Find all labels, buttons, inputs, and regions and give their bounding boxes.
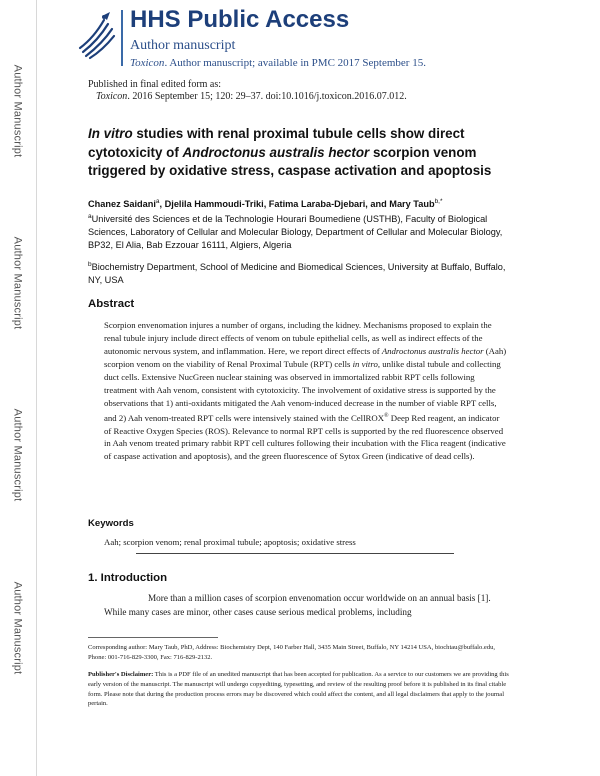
affiliation-a: $^a$Université des Sciences et de la Technologie Hourari Boumediene (USTHB), Faculty of Biological Sciences, Laboratory of Cellular and Molecular Biology, Department of Cellular and Molecular Biology, BP32, El Alia, Bab Ezzouar 16111, Algiers, Algeria bbox=[88, 213, 503, 251]
author-list: Chanez Saidani$^a$, Djelila Hammoudi-Triki, Fatima Laraba-Djebari, and Mary Taub$^{b,*}$ bbox=[88, 198, 443, 210]
published-final-form: Published in final edited form as: bbox=[88, 79, 222, 90]
abstract-heading: Abstract bbox=[88, 298, 135, 310]
footnote-divider bbox=[88, 637, 218, 638]
corresponding-author-footnote: Corresponding author: Mary Taub, PhD, Address: Biochemistry Dept, 140 Farber Hall, 3435 Main Street, Buffalo, NY 14214 USA, biochtau@buffalo.edu, Phone: 001-716-829-3300, Fax: 716-829-2132. bbox=[88, 644, 495, 661]
article-title: In vitro studies with renal proximal tubule cells show direct cytotoxicity of Androctonus australis hector scorpion venom triggered by oxidative stress, caspase activation and apoptosis bbox=[88, 126, 492, 178]
hhs-eagle-logo-icon bbox=[74, 8, 118, 60]
abstract-text: Scorpion envenomation injures a number of organs, including the kidney. Mechanisms proposed to explain the renal tubule injury include direct effects of venom on tubule epithelial cells, as well as indirect effects of the autonomic nervous system, and inflammation. Here, we report direct effects of Androctonus australis hector (Aah) scorpion venom on the viability of Renal Proximal Tubule (RPT) cells in vitro, unlike distal tubule and collecting duct cells. Extensive NucGreen nuclear staining was observed in immortalized rabbit RPT cells following treatment with Aah venom, consistent with cytotoxicity. The involvement of oxidative stress is supported by the observations that 1) anti-oxidants mitigated the Aah venom-induced decrease in the number of viable RPT cells, and 2) Aah venom-treated RPT cells were intensively stained with the CellROX® Deep Red reagent, an indicator of Reactive Oxygen Species (ROS). Relevance to normal RPT cells is supported by the red fluorescence observed in Aah venom treated primary rabbit RPT cell cultures following their incubation with the Flica reagent (indicative of caspase activation and apoptosis), and the green fluorescence of Sytox Green (indicative of dead cells). bbox=[104, 320, 507, 462]
affiliation-b: $^b$Biochemistry Department, School of Medicine and Biomedical Sciences, University at Buffalo, Buffalo, NY, USA bbox=[88, 261, 506, 286]
author-manuscript-subtitle: Author manuscript bbox=[130, 38, 236, 53]
side-label-author-manuscript: Author Manuscript bbox=[11, 581, 24, 675]
publisher-disclaimer: Publisher's Disclaimer: This is a PDF file of an unedited manuscript that has been accepted for publication. As a service to our customers we are providing this early version of the manuscript. The manuscript will undergo copyediting, typesetting, and review of the resulting proof before it is published in its final citable form. Please note that during the production process errors may be discovered which could affect the content, and all legal disclaimers that apply to the journal pertain. bbox=[88, 671, 509, 708]
introduction-text: More than a million cases of scorpion envenomation occur worldwide on an annual basis [1]. While many cases are minor, other cases cause serious medical problems, including bbox=[104, 593, 491, 617]
side-label-author-manuscript: Author Manuscript bbox=[11, 236, 24, 330]
header-divider bbox=[121, 10, 123, 66]
availability-line: Toxicon. Author manuscript; available in PMC 2017 September 15. bbox=[130, 57, 426, 69]
keywords-heading: Keywords bbox=[88, 518, 134, 529]
hhs-public-access-title: HHS Public Access bbox=[130, 6, 350, 33]
keywords-divider bbox=[136, 553, 454, 554]
keywords-text: Aah; scorpion venom; renal proximal tubule; apoptosis; oxidative stress bbox=[104, 537, 356, 547]
introduction-heading: 1. Introduction bbox=[88, 572, 168, 584]
citation-line: Toxicon. 2016 September 15; 120: 29–37. doi:10.1016/j.toxicon.2016.07.012. bbox=[96, 91, 407, 102]
side-label-author-manuscript: Author Manuscript bbox=[11, 408, 24, 502]
side-label-author-manuscript: Author Manuscript bbox=[11, 64, 24, 158]
margin-divider bbox=[36, 0, 37, 776]
